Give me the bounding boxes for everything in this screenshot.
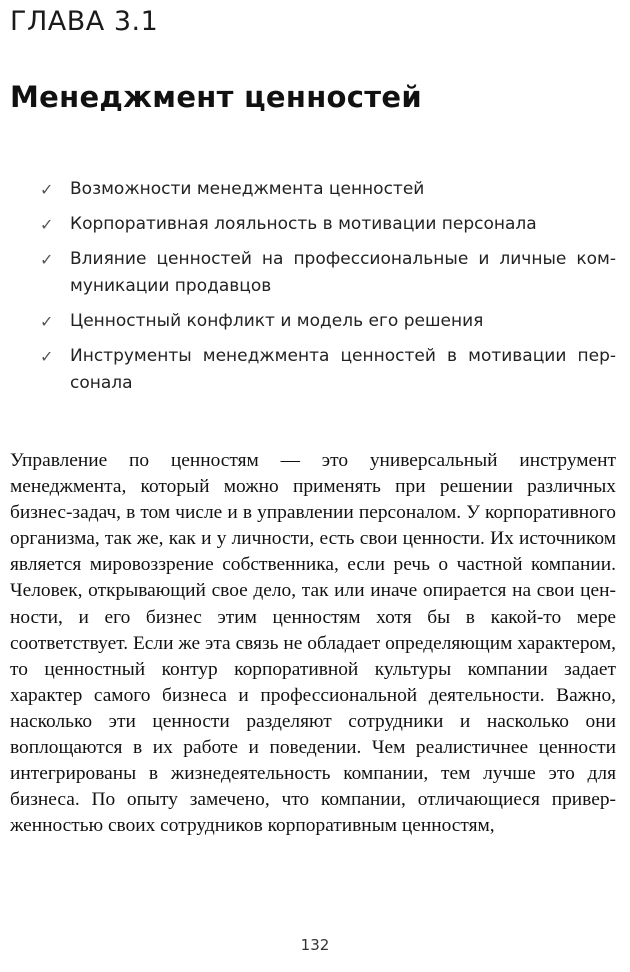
topic-list — [40, 176, 616, 405]
body-paragraph: Управление по ценностям — это универсальный инструмент менеджмента, который можно применять при решении различных бизнес-задач, в том числе и в управлении персоналом. У корпоративного организма, так же, как и у личности, есть свои ценности. Их источником является мировоззрение собственника, если речь о частной компании. Человек, открывающий свое дело, так или иначе опирается на свои ценности, и его бизнес этим ценностям хотя бы в какой-то мере соответствует. Если же эта связь не обладает определяющим характером, то ценностный контур корпоративной культуры компании задает характер самого бизнеса и профессиональной деятельности. Важно, насколько эти ценности разделяют сотрудники и насколько они воплощаются в их работе и поведении. Чем реалистичнее ценности интегрированы в жизнедеятельность компании, тем лучше это для бизнеса. По опыту замечено, что компании, отличающиеся приверженностью своих сотрудников корпоративным ценностям, — [10, 450, 616, 837]
chapter-label: ГЛАВА 3.1 — [10, 6, 159, 37]
list-item-text: Ценностный конфликт и модель его решения — [70, 311, 484, 331]
page-number: 132 — [300, 936, 330, 954]
check-icon: ✓ — [40, 250, 54, 269]
list-item-text: Инструменты менеджмента ценностей в мотивации персонала — [70, 346, 616, 393]
check-icon: ✓ — [40, 180, 54, 199]
list-item-text: Корпоративная лояльность в мотивации персонала — [70, 214, 537, 234]
list-item — [40, 246, 616, 300]
list-item — [40, 176, 616, 203]
check-icon: ✓ — [40, 312, 54, 331]
list-item — [40, 343, 616, 397]
list-item-text: Возможности менеджмента ценностей — [70, 179, 425, 199]
check-icon: ✓ — [40, 347, 54, 366]
list-item-text: Влияние ценностей на профессиональные и личные коммуникации продавцов — [70, 249, 616, 296]
list-item — [40, 211, 616, 238]
page-title: Менеджмент ценностей — [10, 80, 422, 114]
list-item — [40, 308, 616, 335]
check-icon: ✓ — [40, 215, 54, 234]
